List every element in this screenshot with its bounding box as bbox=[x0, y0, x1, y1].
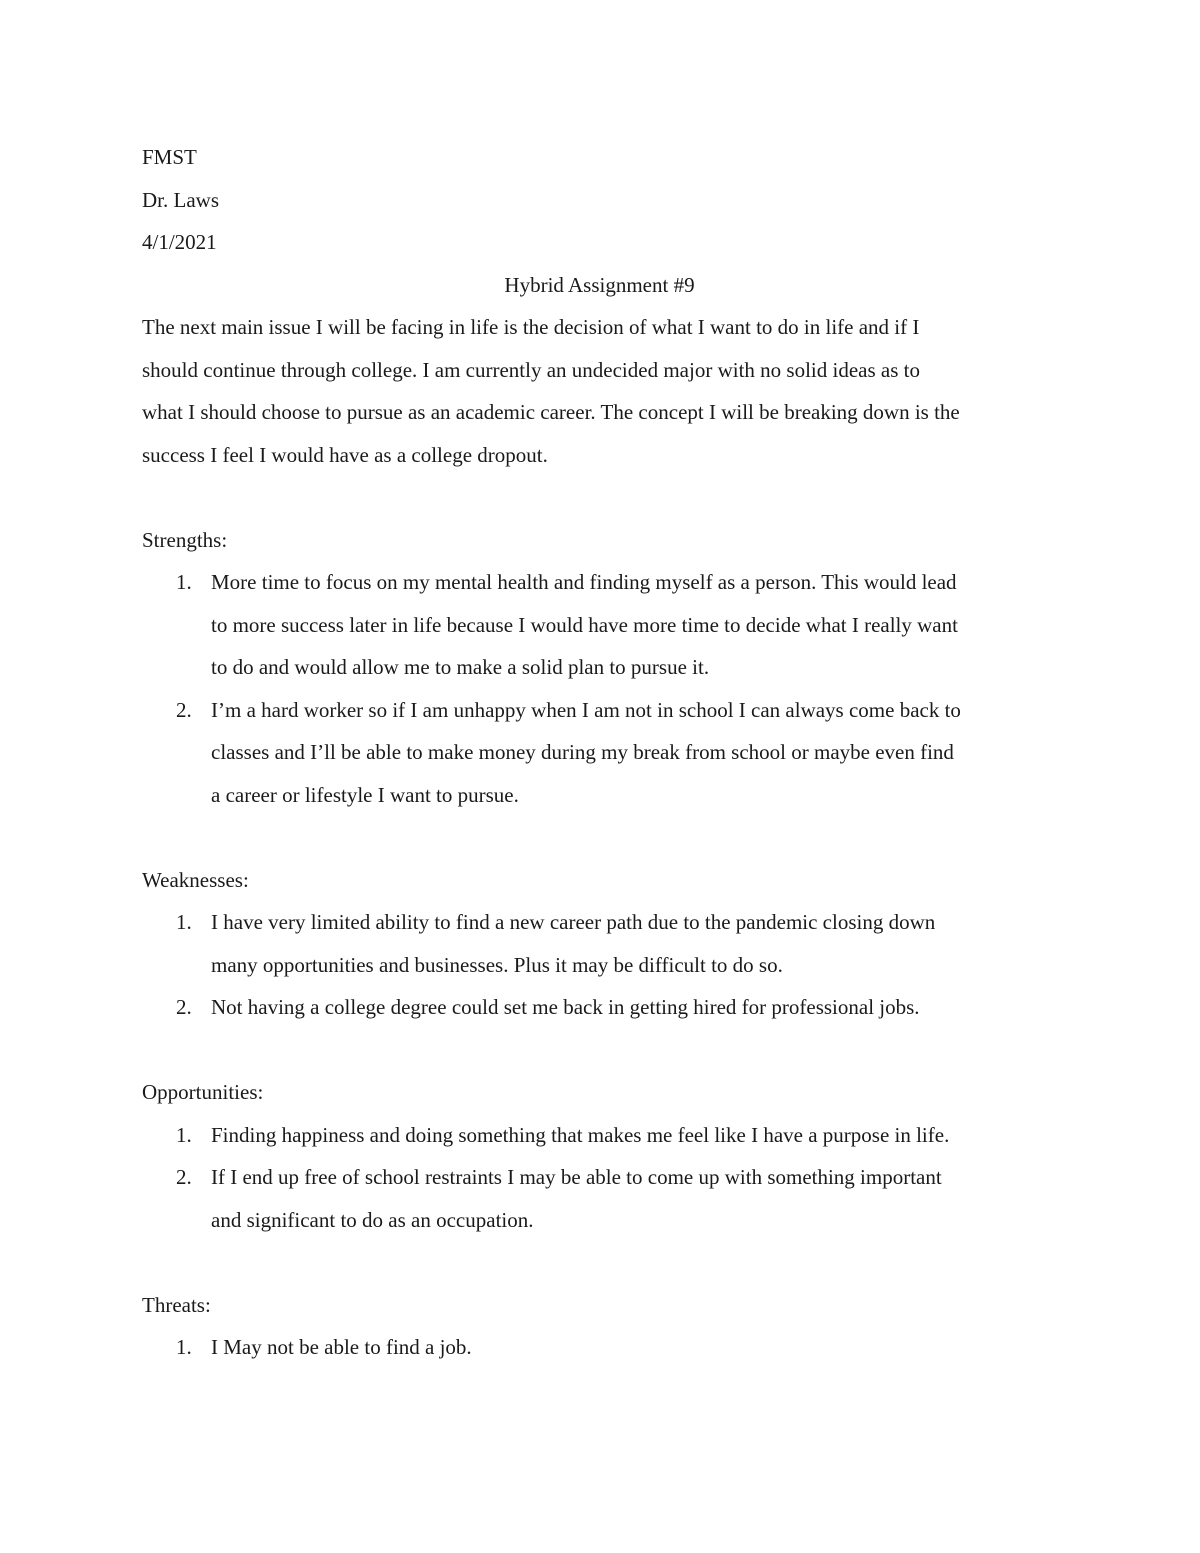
list-item-line: and significant to do as an occupation. bbox=[211, 1207, 534, 1232]
list-item-line: to do and would allow me to make a solid plan to pursue it. bbox=[211, 655, 710, 679]
document-title: Hybrid Assignment #9 bbox=[504, 272, 695, 297]
opportunities-heading: Opportunities: bbox=[142, 1080, 264, 1104]
list-number: 2. bbox=[176, 697, 192, 722]
intro-line: success I feel I would have as a college dropout. bbox=[142, 442, 548, 467]
spacer bbox=[142, 816, 1067, 859]
strengths-heading: Strengths: bbox=[142, 527, 228, 552]
strengths-list bbox=[142, 561, 1067, 816]
list-item bbox=[142, 1114, 1067, 1157]
spacer bbox=[142, 1029, 1067, 1072]
list-item-line: If I end up free of school restraints I may be able to come up with something important bbox=[211, 1165, 942, 1189]
list-item-line: I’m a hard worker so if I am unhappy when I am not in school I can always come back to bbox=[211, 697, 961, 722]
list-item-line: I have very limited ability to find a new career path due to the pandemic closing down bbox=[211, 910, 936, 934]
list-item bbox=[142, 561, 1067, 689]
list-item-line: I May not be able to find a job. bbox=[211, 1335, 472, 1359]
list-item-line: Not having a college degree could set me back in getting hired for professional jobs. bbox=[211, 995, 920, 1019]
instructor-name: Dr. Laws bbox=[142, 187, 219, 212]
list-item-line: many opportunities and businesses. Plus it may be difficult to do so. bbox=[211, 952, 783, 977]
list-number: 1. bbox=[176, 1335, 192, 1359]
list-number: 1. bbox=[176, 570, 192, 594]
threats-heading: Threats: bbox=[142, 1292, 211, 1317]
list-number: 2. bbox=[176, 995, 192, 1019]
intro-line: should continue through college. I am currently an undecided major with no solid ideas as to bbox=[142, 357, 920, 382]
list-number: 1. bbox=[176, 1122, 192, 1147]
list-number: 2. bbox=[176, 1165, 192, 1189]
list-item bbox=[142, 901, 1067, 986]
list-item bbox=[142, 1326, 1067, 1369]
document-body bbox=[142, 136, 1067, 1369]
document-date: 4/1/2021 bbox=[142, 230, 217, 254]
list-number: 1. bbox=[176, 910, 192, 934]
list-item-line: More time to focus on my mental health and finding myself as a person. This would lead bbox=[211, 570, 957, 594]
spacer bbox=[142, 476, 1067, 519]
list-item bbox=[142, 986, 1067, 1029]
weaknesses-heading: Weaknesses: bbox=[142, 867, 249, 892]
list-item-line: Finding happiness and doing something that makes me feel like I have a purpose in life. bbox=[211, 1122, 950, 1147]
spacer bbox=[142, 1241, 1067, 1284]
list-item-line: classes and I’ll be able to make money during my break from school or maybe even find bbox=[211, 740, 954, 764]
opportunities-list bbox=[142, 1114, 1067, 1242]
list-item bbox=[142, 689, 1067, 817]
list-item-line: to more success later in life because I would have more time to decide what I really want bbox=[211, 612, 958, 637]
course-name: FMST bbox=[142, 145, 197, 169]
weaknesses-list bbox=[142, 901, 1067, 1029]
intro-paragraph bbox=[142, 306, 1067, 476]
intro-line: what I should choose to pursue as an academic career. The concept I will be breaking down is the bbox=[142, 400, 960, 424]
list-item bbox=[142, 1156, 1067, 1241]
threats-list bbox=[142, 1326, 1067, 1369]
intro-line: The next main issue I will be facing in life is the decision of what I want to do in life and if I bbox=[142, 315, 920, 339]
list-item-line: a career or lifestyle I want to pursue. bbox=[211, 782, 519, 807]
